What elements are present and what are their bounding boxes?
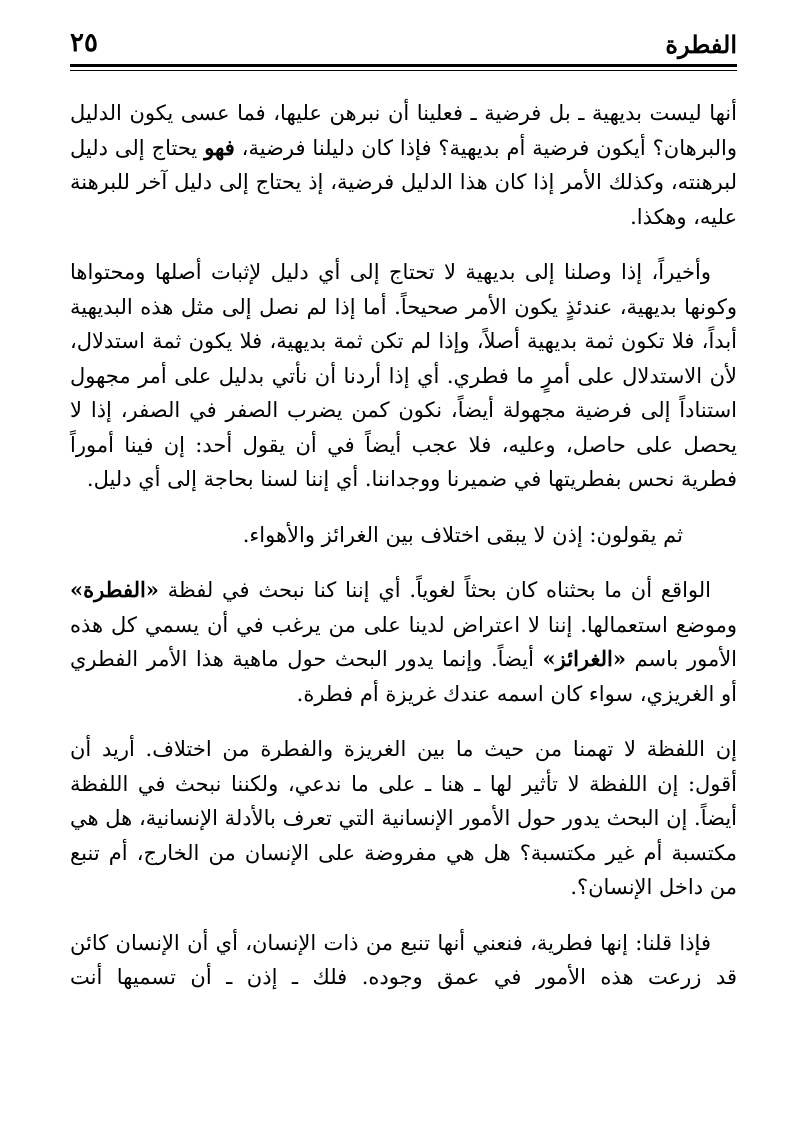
text-run: ثم يقولون: إذن لا يبقى اختلاف بين الغرائز والأهواء.	[242, 522, 683, 547]
bold-term: «الغرائز»	[542, 646, 626, 671]
text-run: وأخيراً، إذا وصلنا إلى بديهية لا تحتاج إلى أي دليل لإثبات أصلها ومحتواها وكونها بديهية، عندئذٍ يكون الأمر صحيحاً. أما إذا لم نصل إلى مثل هذه البديهية أبداً، فلا تكون ثمة بديهية أصلاً، وإذا لم تكن ثمة بديهية، فلا يكون ثمة استدلال، لأن الاستدلال على أمرٍ ما فطري. أي إذا أردنا أن نأتي بدليل على أمر مجهول استناداً إلى فرضية مجهولة أيضاً، نكون كمن يضرب الصفر في الصفر، إذا لا يحصل على حاصل، وعليه، فلا عجب أيضاً في أن يقول أحد: إن فينا أموراً فطرية نحس بفطريتها في ضميرنا ووجداننا. أي إننا لسنا بحاجة إلى أي دليل.	[70, 260, 737, 491]
paragraph-1	[70, 96, 737, 234]
bold-term: فهو	[204, 134, 235, 160]
paragraph-3	[70, 518, 737, 553]
page-number: ٢٥	[70, 28, 98, 58]
running-title: الفطرة	[665, 30, 737, 59]
text-run: وموضع استعمالها. إننا لا اعتراض لدينا على من يرغب في أن يسمي كل هذه الأمور باسم	[70, 612, 738, 671]
text-run: فإذا قلنا: إنها فطرية، فنعني أنها تنبع من ذات الإنسان، أي أن الإنسان كائن قد زرعت هذه الأمور في عمق وجوده. فلك ـ إذن ـ أن تسميها أنت	[70, 930, 737, 989]
paragraph-2	[70, 255, 737, 497]
text-run: يحتاج إلى دليل لبرهنته، وكذلك الأمر إذا كان هذا الدليل فرضية، إذ يحتاج إلى دليل آخر للبرهنة عليه، وهكذا.	[70, 135, 737, 229]
text-run: أيضاً. وإنما يدور البحث حول ماهية هذا الأمر الفطري أو الغريزي، سواء كان اسمه عندك غريزة أم فطرة.	[70, 647, 737, 706]
page-header	[70, 26, 737, 66]
text-run: الواقع أن ما بحثناه كان بحثاً لغوياً. أي إننا كنا نبحث في لفظة	[158, 578, 711, 602]
text-run: إن اللفظة لا تهمنا من حيث ما بين الغريزة والفطرة من اختلاف. أريد أن أقول: إن اللفظة لا تأثير لها ـ هنا ـ على ما ندعي، ولكننا نبحث في اللفظة أيضاً. إن البحث يدور حول الأمور الإنسانية التي تعرف بالأدلة الإنسانية، هل هي مكتسبة أم غير مكتسبة؟ هل هي مفروضة على الإنسان من الخارج، أم تنبع من داخل الإنسان؟.	[70, 737, 737, 899]
page-body	[70, 96, 737, 995]
paragraph-6	[70, 926, 737, 995]
header-rule	[70, 64, 737, 67]
header-rule-thin	[70, 70, 737, 71]
paragraph-4	[70, 573, 737, 711]
text-run: أنها ليست بديهية ـ بل فرضية ـ فعلينا أن نبرهن عليها، فما عسى يكون الدليل والبرهان؟ أيكون فرضية أم بديهية؟ فإذا كان دليلنا فرضية،	[70, 101, 737, 160]
bold-term: «الفطرة»	[70, 577, 159, 602]
paragraph-5	[70, 732, 737, 905]
